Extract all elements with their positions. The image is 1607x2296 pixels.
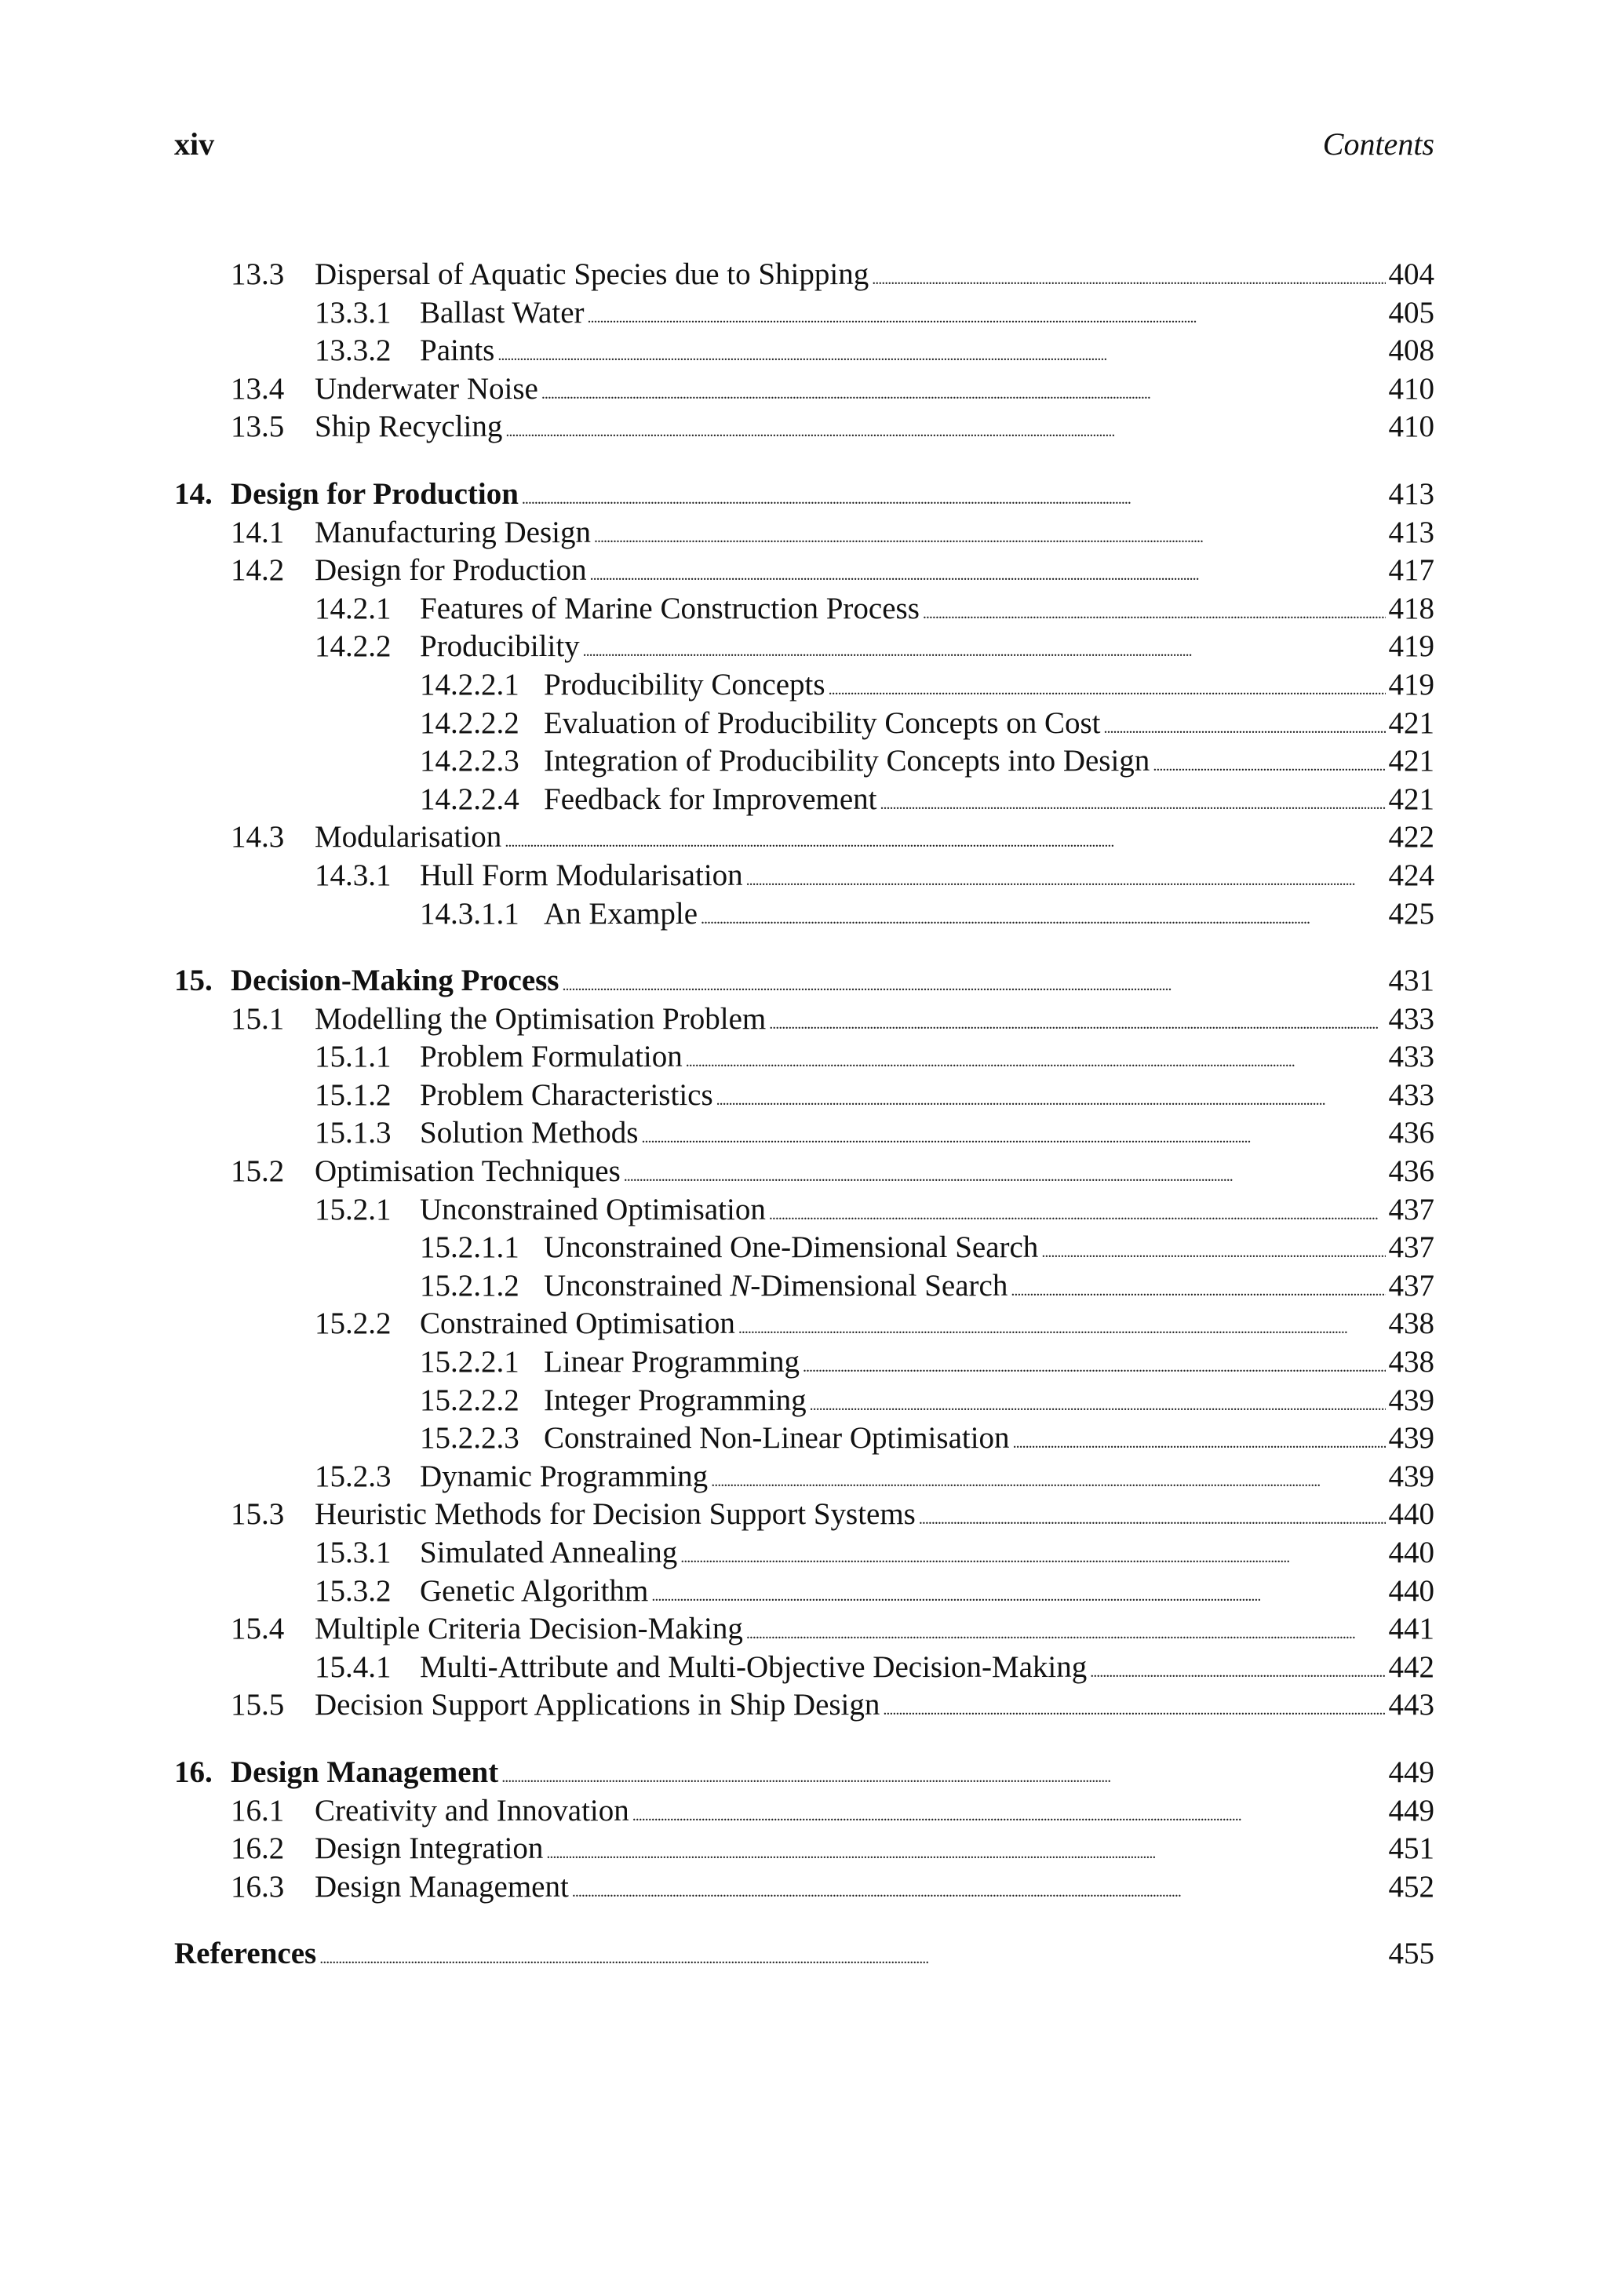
toc-entry-page: 413	[1388, 515, 1434, 549]
toc-entry-page: 431	[1388, 964, 1434, 998]
toc-entry-page: 441	[1388, 1612, 1434, 1646]
dot-leader	[505, 408, 1385, 451]
toc-entry-title: Heuristic Methods for Decision Support Systems	[315, 1497, 916, 1532]
toc-entry-number: 14.3.1	[315, 858, 392, 892]
toc-entry-title: Problem Formulation	[420, 1040, 683, 1074]
toc-entry[interactable]	[174, 781, 1434, 819]
toc-entry[interactable]	[174, 1114, 1434, 1153]
toc-entry-title: Decision-Making Process	[231, 964, 559, 998]
toc-entry-number: 15.4	[231, 1612, 285, 1646]
toc-entry-number: 13.3	[231, 257, 285, 291]
toc-entry-page: 439	[1388, 1383, 1434, 1417]
toc-entry[interactable]	[174, 666, 1434, 705]
toc-entry-page: 451	[1388, 1831, 1434, 1866]
toc-entry-title: Creativity and Innovation	[315, 1793, 629, 1828]
toc-entry-page: 442	[1388, 1649, 1434, 1684]
toc-entry-page: 424	[1388, 858, 1434, 892]
dot-leader	[632, 1792, 1386, 1835]
dot-leader	[583, 628, 1386, 671]
toc-entry-page: 439	[1388, 1421, 1434, 1456]
dot-leader	[711, 1458, 1385, 1501]
toc-entry-title: Manufacturing Design	[315, 515, 591, 549]
toc-entry-page: 410	[1388, 371, 1434, 406]
toc-entry-title: Solution Methods	[420, 1116, 639, 1150]
toc-entry-title: Producibility Concepts	[544, 667, 825, 702]
toc-entry-number: 15.1.3	[315, 1116, 392, 1150]
dot-leader	[1153, 742, 1385, 785]
dot-leader	[594, 514, 1386, 557]
toc-entry-page: 433	[1388, 1077, 1434, 1112]
toc-entry-page: 449	[1388, 1755, 1434, 1789]
toc-entry-title: Underwater Noise	[315, 371, 538, 406]
toc-entry-number: 15.1	[231, 1001, 285, 1036]
dot-leader	[1104, 705, 1386, 748]
toc-entry-title: Constrained Optimisation	[420, 1307, 735, 1341]
dot-leader	[872, 256, 1385, 299]
dot-leader	[880, 781, 1386, 824]
toc-entry-page: 425	[1388, 896, 1434, 931]
toc-entry-title: Design for Production	[231, 476, 519, 511]
toc-entry-number: 15.2.2.3	[420, 1421, 519, 1456]
dot-leader	[624, 1153, 1386, 1196]
toc-entry-title: Design for Production	[315, 553, 587, 588]
dot-leader	[505, 818, 1385, 862]
toc-entry-number: 14.2.2.1	[420, 667, 519, 702]
dot-leader	[883, 1686, 1385, 1729]
dot-leader	[686, 1038, 1386, 1081]
table-of-contents	[174, 256, 1434, 1973]
toc-entry[interactable]	[174, 1420, 1434, 1458]
toc-entry-number: 14.2.1	[315, 591, 392, 625]
toc-entry-number: 15.2	[231, 1154, 285, 1189]
toc-chapter-entry[interactable]	[174, 1754, 1434, 1792]
toc-entry-number: 16.2	[231, 1831, 285, 1866]
toc-entry[interactable]	[174, 370, 1434, 409]
toc-entry[interactable]	[174, 1038, 1434, 1077]
toc-entry-number: 14.3.1.1	[420, 896, 519, 931]
toc-entry-title: Dynamic Programming	[420, 1459, 709, 1493]
dot-leader	[701, 895, 1385, 938]
toc-entry[interactable]	[174, 256, 1434, 294]
dot-leader	[1090, 1649, 1385, 1692]
toc-entry-title: Ship Recycling	[315, 410, 503, 444]
toc-entry-title: Problem Characteristics	[420, 1077, 713, 1112]
toc-entry-page: 440	[1388, 1573, 1434, 1608]
toc-entry[interactable]	[174, 1229, 1434, 1267]
toc-entry-page: 440	[1388, 1497, 1434, 1532]
toc-entry-title: Decision Support Applications in Ship Design	[315, 1688, 880, 1722]
toc-entry[interactable]	[174, 1077, 1434, 1115]
toc-entry-number: 14.2	[231, 553, 285, 588]
toc-chapter-entry[interactable]	[174, 476, 1434, 514]
dot-leader	[1011, 1267, 1385, 1310]
toc-entry-title: Optimisation Techniques	[315, 1154, 621, 1189]
toc-entry-title: Features of Marine Construction Process	[420, 591, 920, 625]
toc-entry-title: Modularisation	[315, 820, 502, 855]
page-number: xiv	[174, 126, 215, 162]
toc-entry-page: 418	[1388, 591, 1434, 625]
dot-leader	[738, 1305, 1386, 1348]
toc-entry-number: 15.4.1	[315, 1649, 392, 1684]
dot-leader	[541, 370, 1386, 414]
toc-entry-page: 419	[1388, 629, 1434, 664]
toc-entry-title: Design Integration	[315, 1831, 544, 1866]
toc-entry-page: 410	[1388, 410, 1434, 444]
toc-entry-title: Unconstrained Optimisation	[420, 1192, 766, 1226]
dot-leader	[651, 1573, 1385, 1616]
toc-entry-page: 421	[1388, 744, 1434, 778]
dot-leader	[716, 1077, 1386, 1120]
dot-leader	[546, 1830, 1385, 1873]
toc-entry[interactable]	[174, 705, 1434, 743]
toc-entry-number: 16.1	[231, 1793, 285, 1828]
toc-entry[interactable]	[174, 1153, 1434, 1191]
dot-leader	[919, 1496, 1386, 1539]
dot-leader	[803, 1343, 1386, 1387]
toc-entry-title: An Example	[544, 896, 698, 931]
dot-leader	[590, 552, 1386, 595]
dot-leader	[746, 1610, 1386, 1653]
toc-entry[interactable]	[174, 857, 1434, 895]
toc-entry-number: 13.3.1	[315, 295, 392, 330]
toc-entry[interactable]	[174, 1610, 1434, 1649]
toc-entry-page: 438	[1388, 1345, 1434, 1379]
toc-entry[interactable]	[174, 628, 1434, 666]
toc-entry[interactable]	[174, 294, 1434, 333]
toc-entry-title: Genetic Algorithm	[420, 1573, 649, 1608]
toc-entry-page: 437	[1388, 1192, 1434, 1226]
toc-entry[interactable]	[174, 1191, 1434, 1230]
toc-entry-page: 438	[1388, 1307, 1434, 1341]
toc-entry-number: 15.3.1	[315, 1536, 392, 1569]
dot-leader	[769, 1000, 1385, 1044]
toc-entry[interactable]	[174, 408, 1434, 446]
toc-entry-number: 14.2.2.4	[420, 782, 519, 816]
toc-entry-page: 421	[1388, 782, 1434, 816]
toc-entry-page: 436	[1388, 1154, 1434, 1189]
dot-leader	[641, 1114, 1385, 1157]
toc-entry-page: 449	[1388, 1793, 1434, 1828]
toc-entry-number: 13.4	[231, 371, 285, 406]
toc-entry-number: 15.2.3	[315, 1459, 392, 1493]
dot-leader	[563, 962, 1386, 1005]
dot-leader	[588, 294, 1386, 337]
toc-entry-title: Simulated Annealing	[420, 1536, 678, 1569]
dot-leader	[810, 1382, 1386, 1425]
toc-entry-page: 404	[1388, 257, 1434, 291]
toc-entry-number: 15.3	[231, 1497, 285, 1532]
dot-leader	[1013, 1420, 1386, 1463]
toc-entry-title: Unconstrained One-Dimensional Search	[544, 1230, 1039, 1265]
toc-entry-page: 417	[1388, 553, 1434, 588]
toc-entry-title: Constrained Non-Linear Optimisation	[544, 1421, 1010, 1456]
toc-entry-number: 14.1	[231, 515, 285, 549]
toc-entry-number: 13.5	[231, 410, 285, 444]
toc-entry-number: 13.3.2	[315, 333, 392, 368]
toc-entry-number: 15.1.2	[315, 1077, 392, 1112]
toc-entry-title: Design Management	[315, 1869, 569, 1904]
toc-entry-page: 413	[1388, 476, 1434, 511]
toc-entry-page: 419	[1388, 667, 1434, 702]
toc-entry-number: 15.	[174, 964, 213, 998]
toc-entry[interactable]	[174, 1649, 1434, 1687]
toc-entry-title: Feedback for Improvement	[544, 782, 877, 816]
toc-entry-number: 15.2.2.2	[420, 1383, 519, 1417]
dot-leader	[497, 332, 1385, 375]
toc-entry[interactable]	[174, 1458, 1434, 1496]
dot-leader	[829, 666, 1386, 709]
toc-entry[interactable]	[174, 818, 1434, 857]
toc-entry[interactable]	[174, 1305, 1434, 1343]
toc-entry-page: 421	[1388, 705, 1434, 740]
toc-entry-title: Dispersal of Aquatic Species due to Shipping	[315, 257, 869, 291]
dot-leader	[769, 1191, 1386, 1234]
toc-entry[interactable]	[174, 1382, 1434, 1420]
running-title: Contents	[1322, 126, 1434, 162]
dot-leader	[572, 1868, 1386, 1912]
dot-leader	[501, 1754, 1385, 1797]
toc-entry-page: 437	[1388, 1230, 1434, 1265]
toc-entry[interactable]	[174, 895, 1434, 934]
toc-entry-page: 439	[1388, 1459, 1434, 1493]
toc-entry-title: Design Management	[231, 1755, 499, 1789]
toc-entry-title: Multi-Attribute and Multi-Objective Decision-Making	[420, 1649, 1088, 1684]
dot-leader	[746, 857, 1386, 900]
toc-entry[interactable]	[174, 1534, 1434, 1573]
toc-entry[interactable]	[174, 1792, 1434, 1831]
toc-entry-number: 14.	[174, 476, 213, 511]
toc-entry-number: 15.5	[231, 1688, 285, 1722]
toc-entry-title: Evaluation of Producibility Concepts on Cost	[544, 705, 1101, 740]
toc-entry-page: 440	[1388, 1536, 1434, 1569]
toc-entry-title: References	[174, 1937, 317, 1971]
toc-entry[interactable]	[174, 1868, 1434, 1907]
toc-entry-page: 433	[1388, 1040, 1434, 1074]
toc-entry-number: 14.3	[231, 820, 285, 855]
toc-entry-title: Producibility	[420, 629, 580, 664]
dot-leader	[680, 1534, 1385, 1577]
toc-entry-title: Ballast Water	[420, 295, 585, 330]
toc-entry[interactable]	[174, 742, 1434, 781]
toc-entry-number: 15.2.1.1	[420, 1230, 519, 1265]
toc-entry[interactable]	[174, 1343, 1434, 1382]
dot-leader	[1041, 1229, 1385, 1272]
toc-entry[interactable]	[174, 1000, 1434, 1039]
toc-entry-page: 433	[1388, 1001, 1434, 1036]
toc-entry-number: 16.	[174, 1755, 213, 1789]
toc-entry-page: 436	[1388, 1116, 1434, 1150]
toc-entry-title: Hull Form Modularisation	[420, 858, 743, 892]
toc-entry[interactable]	[174, 1830, 1434, 1868]
toc-entry[interactable]	[174, 1573, 1434, 1611]
toc-entry[interactable]	[174, 514, 1434, 552]
toc-entry-title: Modelling the Optimisation Problem	[315, 1001, 767, 1036]
dot-leader	[522, 476, 1386, 519]
toc-entry-page: 408	[1388, 333, 1434, 368]
toc-entry-page: 405	[1388, 295, 1434, 330]
toc-entry[interactable]	[174, 332, 1434, 370]
toc-entry-title: Integer Programming	[544, 1383, 807, 1417]
toc-entry-number: 15.3.2	[315, 1573, 392, 1608]
toc-entry-number: 16.3	[231, 1869, 285, 1904]
toc-entry[interactable]	[174, 1267, 1434, 1306]
toc-entry-page: 452	[1388, 1869, 1434, 1904]
toc-entry-title: Linear Programming	[544, 1345, 800, 1379]
toc-chapter-entry[interactable]	[174, 1935, 1434, 1973]
toc-entry-page: 437	[1388, 1268, 1434, 1303]
toc-entry-title: Paints	[420, 333, 495, 368]
toc-entry-number: 14.2.2.2	[420, 705, 519, 740]
toc-entry-number: 15.1.1	[315, 1040, 392, 1074]
toc-entry-page: 422	[1388, 820, 1434, 855]
toc-entry-number: 15.2.1	[315, 1192, 392, 1226]
toc-entry-number: 15.2.2.1	[420, 1345, 519, 1379]
toc-entry[interactable]	[174, 1686, 1434, 1725]
toc-entry-number: 15.2.1.2	[420, 1268, 519, 1303]
toc-entry-number: 15.2.2	[315, 1307, 392, 1341]
toc-entry-title: Multiple Criteria Decision-Making	[315, 1612, 743, 1646]
toc-entry-page: 455	[1388, 1937, 1434, 1971]
toc-entry[interactable]	[174, 590, 1434, 629]
toc-entry[interactable]	[174, 1496, 1434, 1534]
dot-leader	[923, 590, 1386, 633]
page-header	[174, 126, 1434, 165]
toc-entry-number: 14.2.2	[315, 629, 392, 664]
toc-entry-number: 14.2.2.3	[420, 744, 519, 778]
toc-entry-title: Integration of Producibility Concepts into Design	[544, 744, 1150, 778]
toc-chapter-entry[interactable]	[174, 962, 1434, 1000]
toc-entry-page: 443	[1388, 1688, 1434, 1722]
dot-leader	[319, 1935, 1385, 1978]
toc-entry-title: Unconstrained N-Dimensional Search	[544, 1268, 1008, 1303]
toc-entry[interactable]	[174, 552, 1434, 590]
